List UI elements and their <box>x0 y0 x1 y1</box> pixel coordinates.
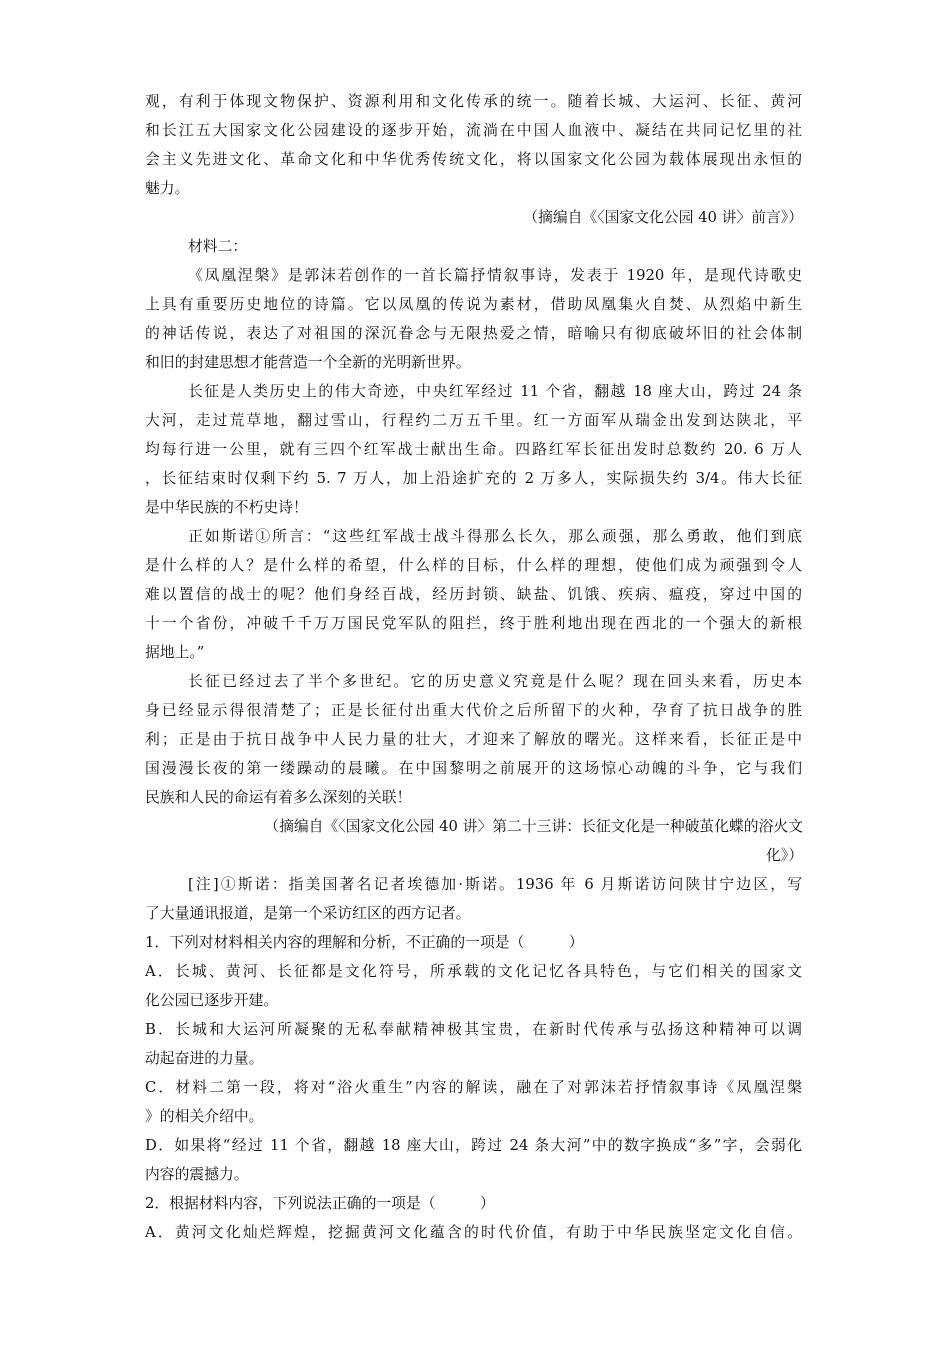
text-line: 和旧的封建思想才能营造一个全新的光明新世界。 <box>145 354 471 371</box>
text-line: 观，有利于体现文物保护、资源利用和文化传承的统一。随着长城、大运河、长征、黄河 <box>145 93 802 110</box>
text-line: 难以置信的战士的呢？他们身经百战，经历封锁、缺盐、饥饿、疾病、瘟疫，穿过中国的 <box>145 586 802 603</box>
source-citation: （摘编自《〈国家文化公园 40 讲〉第二十三讲：长征文化是一种破茧化蝶的浴火文 <box>264 818 803 835</box>
text-line: 是什么样的人？是什么样的希望，什么样的目标，什么样的理想，使他们成为顽强到令人 <box>145 557 802 574</box>
text-line: 会主义先进文化、革命文化和中华优秀传统文化，将以国家文化公园为载体展现出永恒的 <box>145 151 802 168</box>
text-line: 长征是人类历史上的伟大奇迹，中央红军经过 11 个省，翻越 18 座大山，跨过 24 条 <box>188 383 802 400</box>
text-line: 是中华民族的不朽史诗！ <box>145 499 308 516</box>
text-line: 的神话传说，表达了对祖国的深沉眷念与无限热爱之情，暗喻只有彻底破坏旧的社会体制 <box>145 325 802 342</box>
source-citation: （摘编自《〈国家文化公园 40 讲〉前言》） <box>523 209 803 226</box>
text-line: 《凤凰涅槃》是郭沫若创作的一首长篇抒情叙事诗，发表于 1920 年，是现代诗歌史 <box>188 267 802 284</box>
option-b: 动起奋进的力量。 <box>145 1050 264 1067</box>
text-line: ，长征结束时仅剩下约 5. 7 万人，加上沿途扩充的 2 万多人，实际损失约 3/4。伟大长征 <box>145 470 802 487</box>
text-line: 民族和人民的命运有着多么深刻的关联！ <box>145 789 412 806</box>
option-a: A．黄河文化灿烂辉煌，挖掘黄河文化蕴含的时代价值，有助于中华民族坚定文化自信。 <box>145 1224 802 1241</box>
text-line: 身已经显示得很清楚了；正是长征付出重大代价之后所留下的火种，孕育了抗日战争的胜 <box>145 702 802 719</box>
text-line: 均每行进一公里，就有三四个红军战士献出生命。四路红军长征出发时总数约 20. 6 万人 <box>145 441 802 458</box>
option-d: 内容的震撼力。 <box>145 1166 249 1183</box>
option-c: C．材料二第一段，将对“浴火重生”内容的解读，融在了对郭沫若抒情叙事诗《凤凰涅槃 <box>145 1079 802 1096</box>
question-stem: 1．下列对材料相关内容的理解和分析，不正确的一项是（ ） <box>145 934 584 951</box>
text-line: 十一个省份，冲破千千万万国民党军队的阻拦，终于胜利地出现在西北的一个强大的新根 <box>145 615 802 632</box>
option-a: A．长城、黄河、长征都是文化符号，所承载的文化记忆各具特色，与它们相关的国家文 <box>145 963 802 980</box>
text-line: 和长江五大国家文化公园建设的逐步开始，流淌在中国人血液中、凝结在共同记忆里的社 <box>145 122 802 139</box>
question-stem: 2．根据材料内容，下列说法正确的一项是（ ） <box>145 1195 495 1212</box>
option-b: B．长城和大运河所凝聚的无私奉献精神极其宝贵，在新时代传承与弘扬这种精神可以调 <box>145 1021 802 1038</box>
option-c: 》的相关介绍中。 <box>145 1108 264 1125</box>
source-citation: 化》） <box>766 847 803 864</box>
option-a: 化公园已逐步开建。 <box>145 992 279 1009</box>
option-d: D．如果将“经过 11 个省，翻越 18 座大山，跨过 24 条大河”中的数字换成“多”字，会弱化 <box>145 1137 802 1154</box>
text-line: 利；正是由于抗日战争中人民力量的壮大，才迎来了解放的曙光。这样来看，长征正是中 <box>145 731 802 748</box>
text-line: 上具有重要历史地位的诗篇。它以凤凰的传说为素材，借助凤凰集火自焚、从烈焰中新生 <box>145 296 802 313</box>
section-heading: 材料二： <box>188 238 248 255</box>
text-line: 长征已经过去了半个多世纪。它的历史意义究竟是什么呢？现在回头来看，历史本 <box>188 673 802 690</box>
text-line: 大河，走过荒草地，翻过雪山，行程约二万五千里。红一方面军从瑞金出发到达陕北，平 <box>145 412 802 429</box>
text-line: 正如斯诺①所言：“这些红军战士战斗得那么长久，那么顽强，那么勇敢，他们到底 <box>188 528 802 545</box>
footnote: [注]①斯诺：指美国著名记者埃德加·斯诺。1936 年 6 月斯诺访问陕甘宁边区，写 <box>188 876 802 893</box>
footnote: 了大量通讯报道，是第一个采访红区的西方记者。 <box>145 905 471 922</box>
text-line: 国漫漫长夜的第一缕躁动的晨曦。在中国黎明之前展开的这场惊心动魄的斗争，它与我们 <box>145 760 802 777</box>
text-line: 据地上。” <box>145 644 205 661</box>
text-line: 魅力。 <box>145 180 190 197</box>
